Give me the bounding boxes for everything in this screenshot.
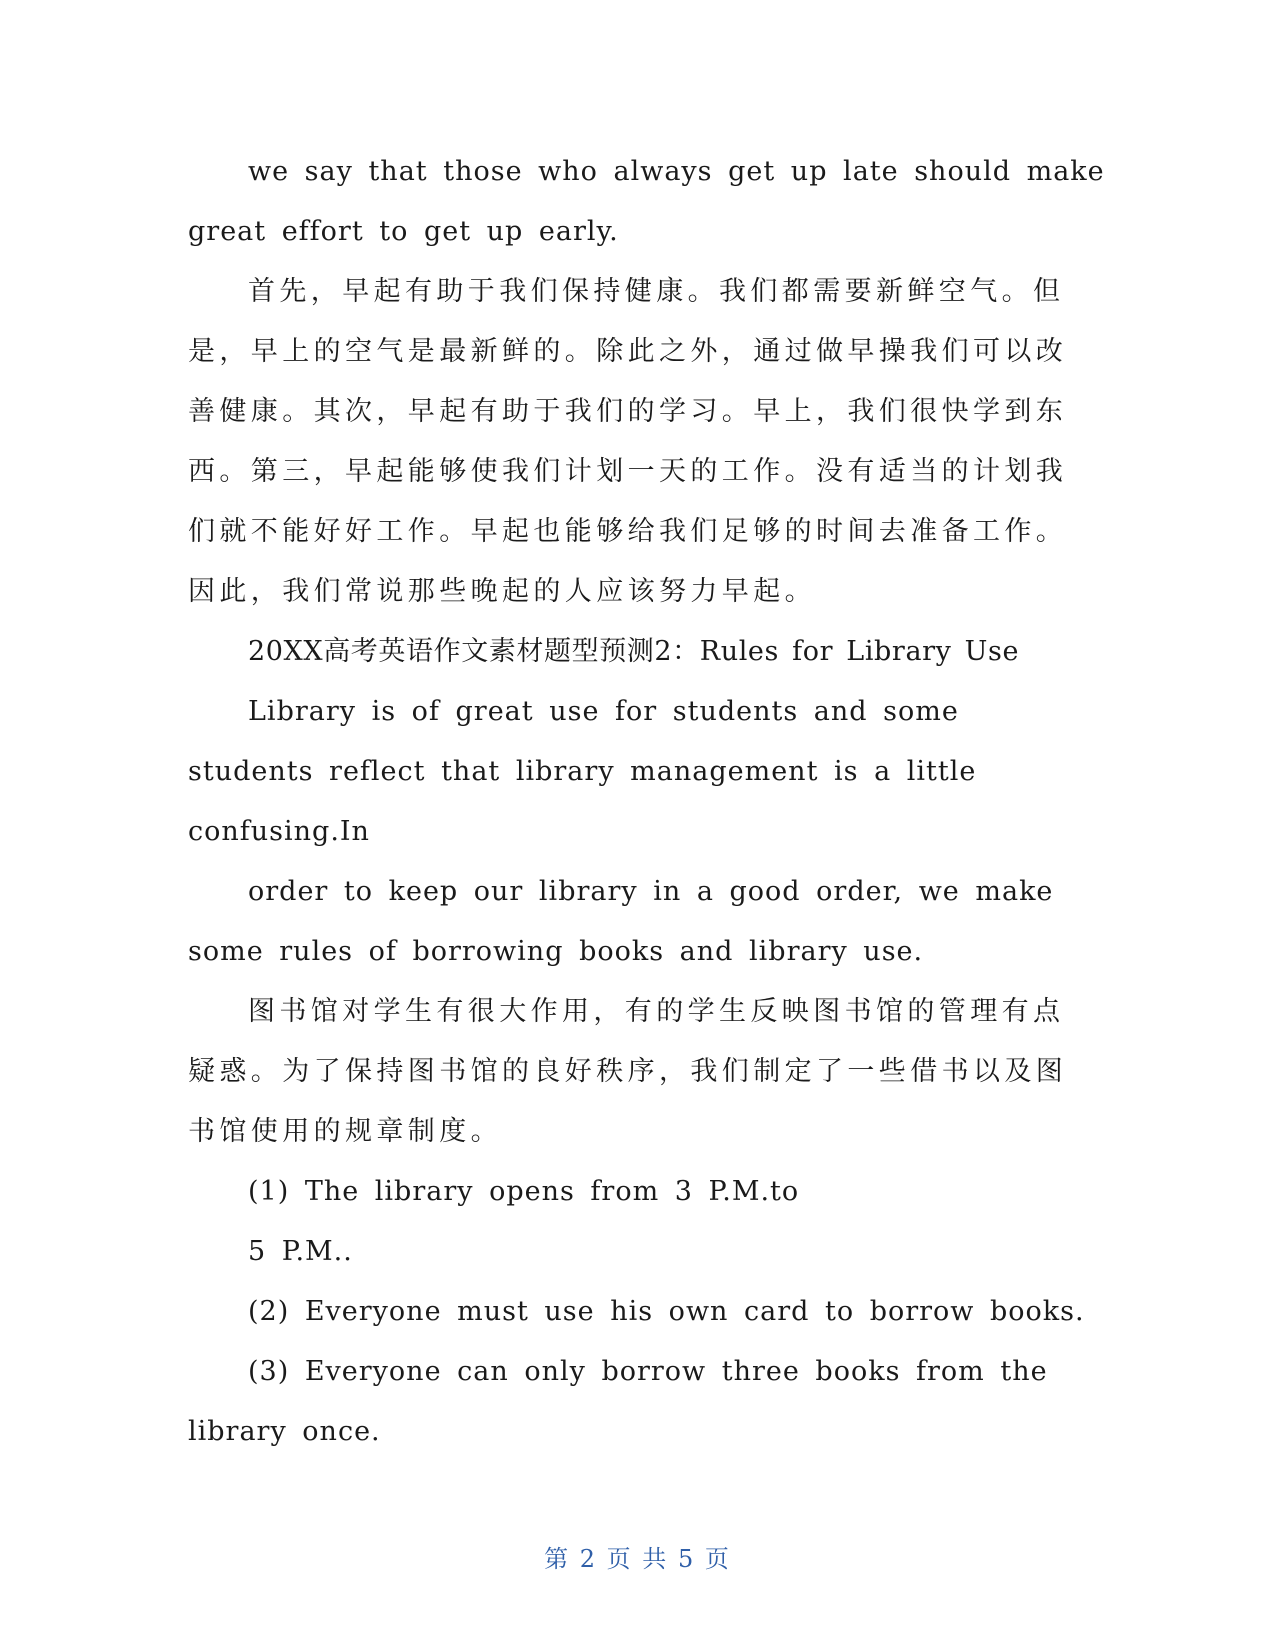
- rule-item: (3) Everyone can only borrow three books from the: [248, 1356, 1048, 1387]
- rule-item: (2) Everyone must use his own card to borrow books.: [248, 1296, 1085, 1327]
- text-line: 是，早上的空气是最新鲜的。除此之外，通过做早操我们可以改: [188, 336, 1068, 367]
- text-line: 首先，早起有助于我们保持健康。我们都需要新鲜空气。但: [248, 276, 1065, 307]
- text-line: library once.: [188, 1416, 381, 1447]
- text-line: 图书馆对学生有很大作用，有的学生反映图书馆的管理有点: [248, 996, 1065, 1027]
- text-line: 书馆使用的规章制度。: [188, 1116, 502, 1147]
- section-heading: 20XX高考英语作文素材题型预测2：Rules for Library Use: [248, 636, 1020, 667]
- text-line: 5 P.M..: [248, 1236, 353, 1267]
- text-line: great effort to get up early.: [188, 216, 619, 247]
- rule-item: (1) The library opens from 3 P.M.to: [248, 1176, 800, 1207]
- text-line: confusing.In: [188, 816, 370, 847]
- text-line: some rules of borrowing books and library use.: [188, 936, 924, 967]
- text-line: order to keep our library in a good order, we make: [248, 876, 1054, 907]
- text-line: 西。第三，早起能够使我们计划一天的工作。没有适当的计划我: [188, 456, 1068, 487]
- text-line: 们就不能好好工作。早起也能够给我们足够的时间去准备工作。: [188, 516, 1068, 547]
- page-number-footer: 第 2 页 共 5 页: [544, 1545, 731, 1573]
- text-line: 因此，我们常说那些晚起的人应该努力早起。: [188, 576, 816, 607]
- text-line: 疑惑。为了保持图书馆的良好秩序，我们制定了一些借书以及图: [188, 1056, 1068, 1087]
- text-line: students reflect that library management is a little: [188, 756, 977, 787]
- text-line: Library is of great use for students and some: [248, 696, 959, 727]
- text-line: 善健康。其次，早起有助于我们的学习。早上，我们很快学到东: [188, 396, 1068, 427]
- text-line: we say that those who always get up late should make: [248, 156, 1105, 187]
